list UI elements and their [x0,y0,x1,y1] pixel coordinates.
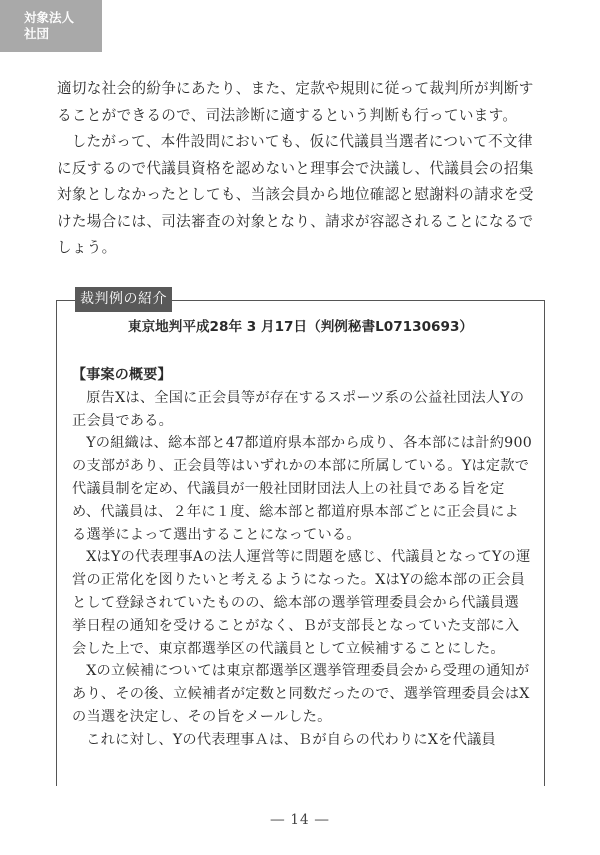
page-number: ― 14 ― [270,812,330,828]
category-tab-line2: 社団 [24,26,50,41]
main-body-text [57,76,547,262]
case-summary-heading: 【事案の概要】 [72,367,172,383]
body-paragraph: 適切な社会的紛争にあたり、また、定款や規則に従って裁判所が判断することができるので、司法診断に適するという判断も行っています。 [57,80,534,124]
category-tab-line1: 対象法人 [24,10,75,25]
case-body-text [72,364,532,752]
case-paragraph: XはYの代表理事Aの法人運営等に問題を感じ、代議員となってYの運営の正常化を図りたいと考えるようになった。XはYの総本部の正会員として登録されていたものの、総本部の選挙管理委員会から代議員選挙日程の通知を受けることがなく、Ｂが支部長となっていた支部に入会した上で、東京都選挙区の代議員として立候補することにした。 [72,549,531,657]
case-paragraph: Xの立候補については東京都選挙区選挙管理委員会から受理の通知があり、その後、立候補者が定数と同数だったので、選挙管理委員会はXの当選を決定し、その旨をメールした。 [72,663,530,725]
case-introduction-label: 裁判例の紹介 [75,287,172,312]
case-paragraph: Yの組織は、総本部と47都道府県本部から成り、各本部には計約900の支部があり、正会員等はいずれかの本部に所属している。Yは定款で代議員制を定め、代議員が一般社団財団法人上の社員である旨を定め、代議員は、２年に１度、総本部と都道府県本部ごとに正会員による選挙によって選出することになっている。 [72,435,533,543]
category-tab [0,0,102,52]
case-paragraph: これに対し、Yの代表理事Ａは、Ｂが自らの代わりにXを代議員 [86,731,496,748]
case-paragraph: 原告Xは、全国に正会員等が存在するスポーツ系の公益社団法人Yの正会員である。 [72,389,525,429]
case-citation-title: 東京地判平成28年 3 月17日（判例秘書L07130693） [128,319,473,335]
body-paragraph: したがって、本件設問においても、仮に代議員当選者について不文律に反するので代議員資格を認めないと理事会で決議し、代議員会の招集対象としなかったとしても、当該会員から地位確認と慰謝料の請求を受けた場合には、司法審査の対象となり、請求が容認されることになるでしょう。 [57,133,534,256]
